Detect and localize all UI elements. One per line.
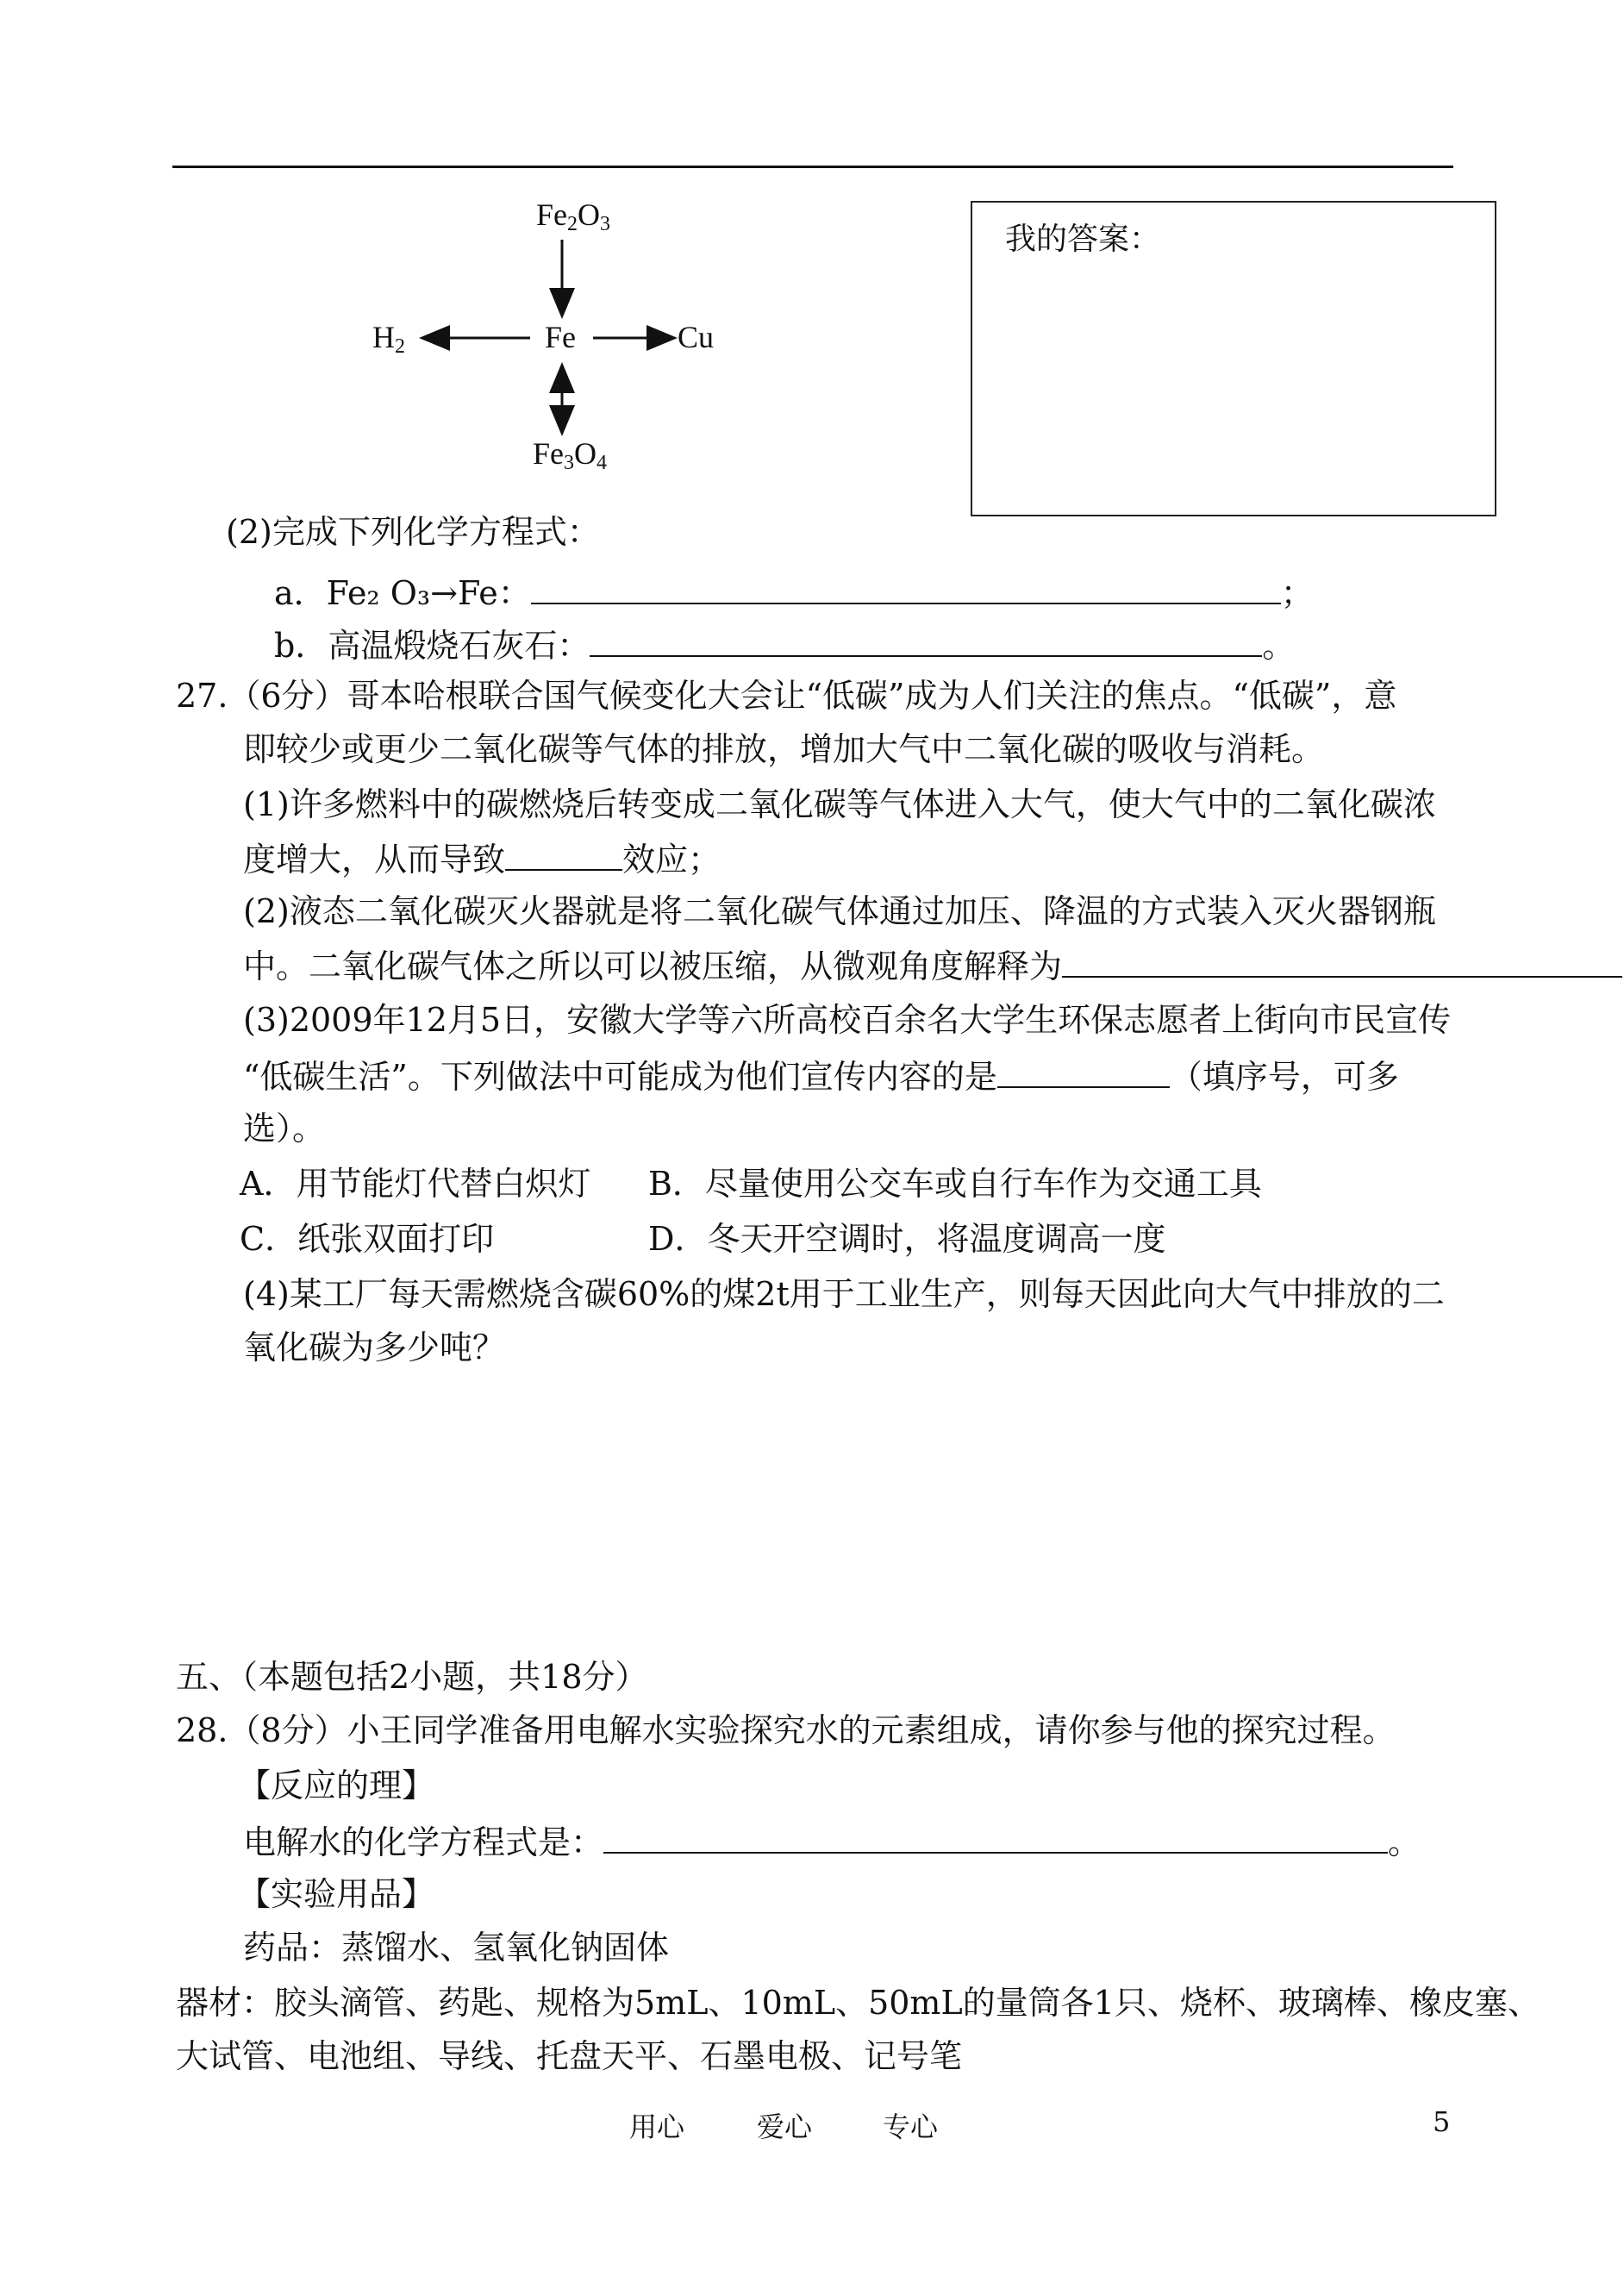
footer-motto-3: 专心: [883, 2111, 939, 2143]
diagram-h2: $H_2$: [372, 320, 405, 358]
diagram-fe2o3: $Fe_2O_3$: [536, 197, 610, 235]
q26-b: b．高温煅烧石灰石： 。: [274, 622, 1295, 667]
q28-equipment-line2: 大试管、电池组、导线、托盘天平、石墨电极、记号笔: [176, 2037, 963, 2075]
page-number: 5: [1433, 2105, 1451, 2138]
q27-p2-line2: 中。二氧化碳气体之所以可以被压缩，从微观角度解释为: [243, 943, 1622, 988]
q28-equation-blank[interactable]: [603, 1819, 1388, 1854]
q27-option-b: B．尽量使用公交车或自行车作为交通工具: [648, 1165, 1262, 1203]
q26-a-blank[interactable]: [531, 570, 1281, 604]
q27-p2-blank[interactable]: [1062, 943, 1622, 978]
q27-p1-line2: 度增大，从而导致 效应；: [243, 836, 721, 881]
q27-p3-line3: 选）。: [243, 1110, 326, 1148]
diagram-cu: Cu: [678, 320, 715, 354]
q27-p1-line1: (1)许多燃料中的碳燃烧后转变成二氧化碳等气体进入大气，使大气中的二氧化碳浓: [243, 785, 1436, 823]
q26-part2: (2)完成下列化学方程式：: [226, 513, 600, 551]
q28-equipment-line1: 器材：胶头滴管、药匙、规格为5mL、10mL、50mL的量筒各1只、烧杯、玻璃棒、橡皮塞、: [176, 1984, 1540, 2022]
footer-motto-2: 爱心: [757, 2111, 813, 2143]
q27-p3-blank[interactable]: [997, 1054, 1170, 1088]
q27-p2-line1: (2)液态二氧化碳灭火器就是将二氧化碳气体通过加压、降温的方式装入灭火器钢瓶: [243, 892, 1436, 930]
diagram-fe3o4: $Fe_3O_4$: [533, 436, 607, 474]
q27-p1-blank[interactable]: [505, 836, 622, 871]
q27-option-d: D．冬天开空调时，将温度调高一度: [648, 1220, 1166, 1258]
q27-line1: 27.（6分）哥本哈根联合国气候变化大会让“低碳”成为人们关注的焦点。“低碳”，意: [176, 677, 1397, 715]
q27-option-a: A．用节能灯代替白炽灯: [240, 1165, 591, 1203]
q27-option-c: C．纸张双面打印: [240, 1220, 495, 1258]
q28-heading-principle: 【反应的理】: [238, 1767, 435, 1804]
q28-line1: 28.（8分）小王同学准备用电解水实验探究水的元素组成，请你参与他的探究过程。: [176, 1711, 1396, 1749]
q28-equation: 电解水的化学方程式是： 。: [243, 1819, 1421, 1864]
answer-box[interactable]: [971, 201, 1496, 516]
q26-a: a．Fe₂ O₃→Fe： ；: [274, 570, 1314, 615]
q28-drugs: 药品：蒸馏水、氢氧化钠固体: [243, 1929, 670, 1967]
q27-p4-line2: 氧化碳为多少吨？: [243, 1329, 506, 1366]
diagram-fe: Fe: [545, 320, 576, 354]
q28-heading-materials: 【实验用品】: [238, 1875, 435, 1913]
answer-box-label: 我的答案：: [1005, 222, 1161, 257]
q27-line2: 即较少或更少二氧化碳等气体的排放，增加大气中二氧化碳的吸收与消耗。: [243, 730, 1325, 768]
q27-p3-line2: “低碳生活”。下列做法中可能成为他们宣传内容的是 （填序号，可多: [243, 1054, 1399, 1098]
q27-p3-line1: (3)2009年12月5日，安徽大学等六所高校百余名大学生环保志愿者上街向市民宣传: [243, 1001, 1452, 1039]
q26-b-blank[interactable]: [590, 622, 1262, 657]
section-5-heading: 五、（本题包括2小题，共18分）: [176, 1658, 648, 1696]
footer-motto-1: 用心: [629, 2111, 685, 2143]
q27-p4-line1: (4)某工厂每天需燃烧含碳60%的煤2t用于工业生产，则每天因此向大气中排放的二: [243, 1275, 1445, 1313]
